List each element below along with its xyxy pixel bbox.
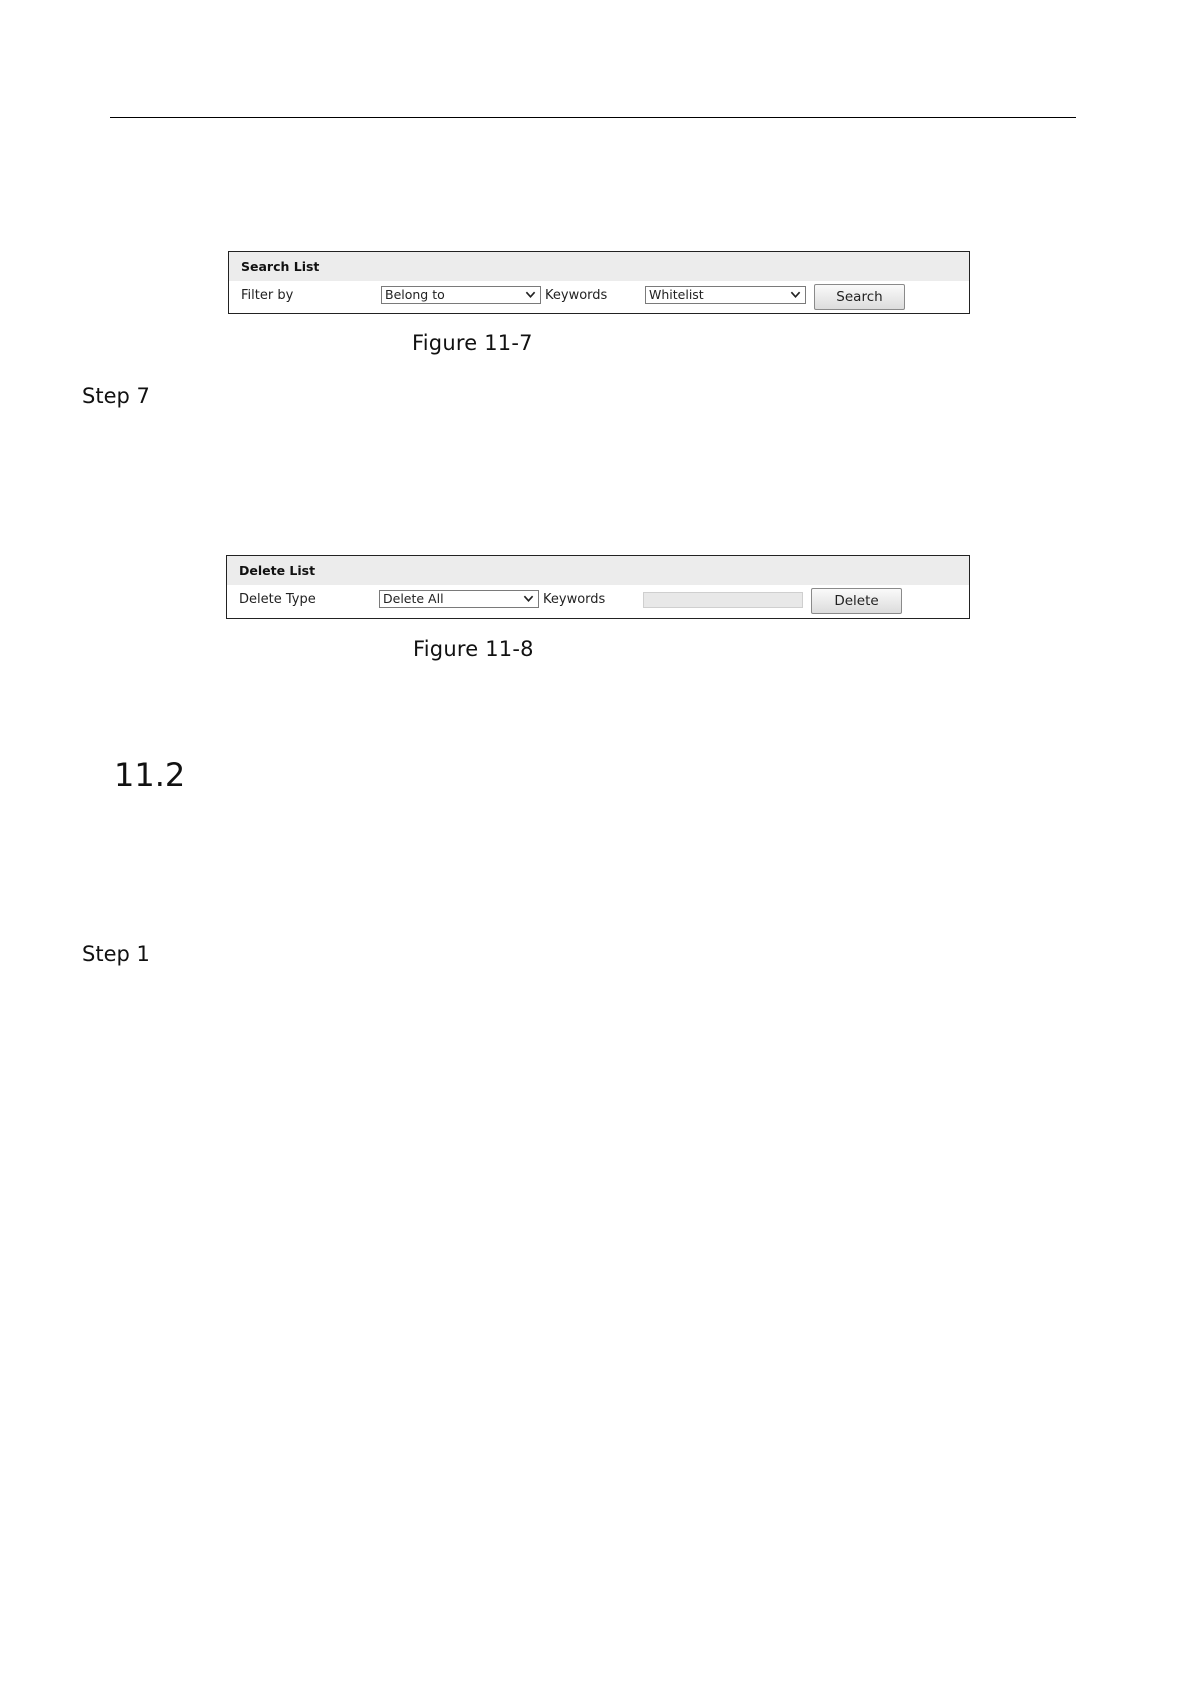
delete-button[interactable]: Delete — [811, 588, 902, 614]
keywords-select[interactable] — [645, 286, 806, 304]
delete-list-panel — [226, 555, 970, 619]
search-list-title: Search List — [229, 252, 969, 281]
keywords-value: Whitelist — [649, 287, 704, 302]
delete-keywords-label: Keywords — [543, 592, 606, 607]
filter-by-value: Belong to — [385, 287, 445, 302]
delete-keywords-input[interactable] — [643, 592, 803, 608]
figure-caption-11-8: Figure 11-8 — [413, 637, 534, 661]
delete-list-row — [227, 585, 969, 617]
step-7-label: Step 7 — [82, 384, 150, 408]
delete-type-label: Delete Type — [239, 592, 316, 607]
filter-by-label: Filter by — [241, 288, 294, 303]
delete-type-select[interactable] — [379, 590, 539, 608]
header-rule — [110, 117, 1076, 118]
search-list-panel — [228, 251, 970, 314]
figure-caption-11-7: Figure 11-7 — [412, 331, 533, 355]
chevron-down-icon — [790, 289, 801, 300]
step-1-label: Step 1 — [82, 942, 150, 966]
delete-list-title: Delete List — [227, 556, 969, 585]
chevron-down-icon — [523, 593, 534, 604]
filter-by-select[interactable] — [381, 286, 541, 304]
search-list-row — [229, 281, 969, 313]
chevron-down-icon — [525, 289, 536, 300]
delete-type-value: Delete All — [383, 591, 444, 606]
keywords-label: Keywords — [545, 288, 608, 303]
section-number: 11.2 — [114, 756, 186, 794]
search-button[interactable]: Search — [814, 284, 905, 310]
